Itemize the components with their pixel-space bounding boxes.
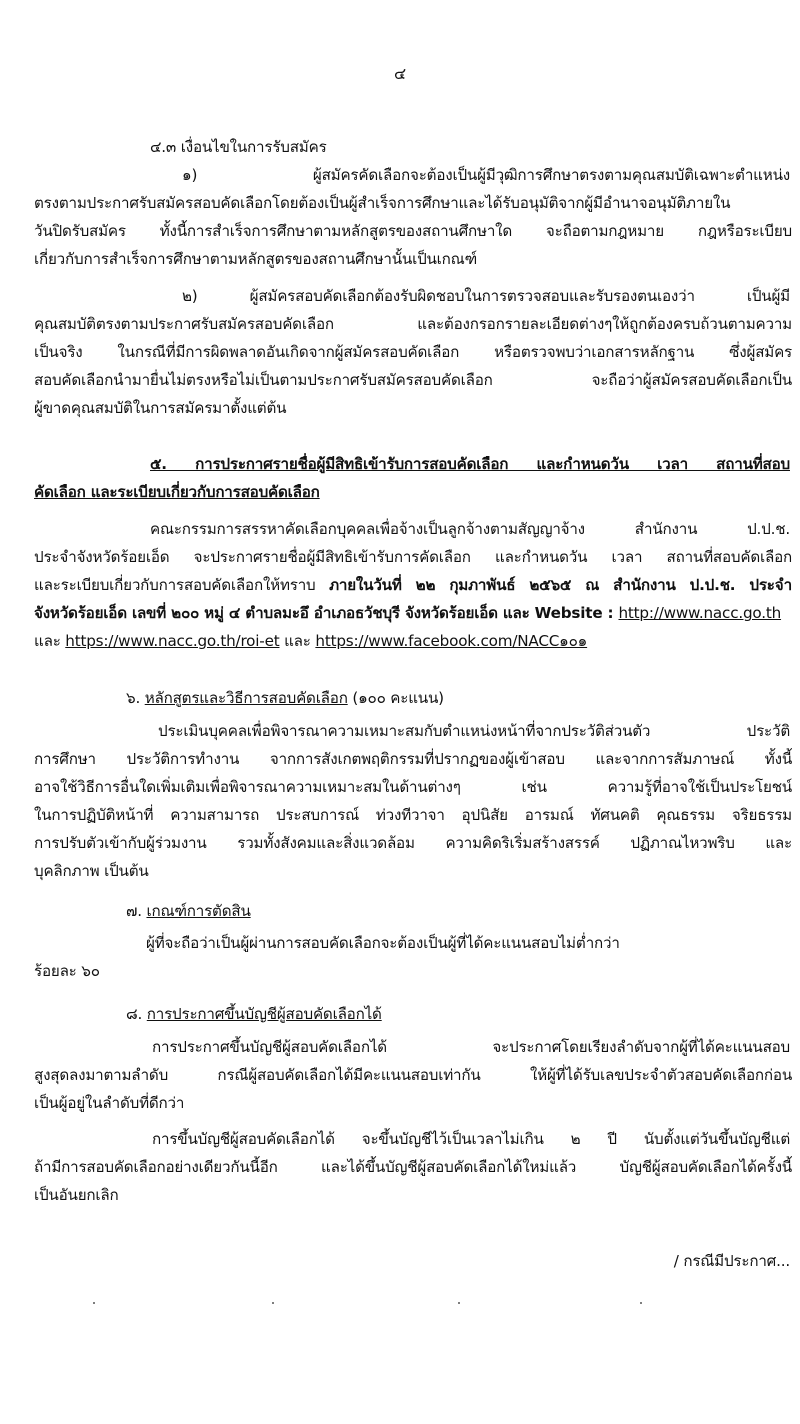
page-number: ๔ [393,64,407,83]
s5-line4-bold: จังหวัดร้อยเอ็ด เลขที่ ๒๐๐ หมู่ ๔ ตำบลมะอึ อำเภอธวัชบุรี จังหวัดร้อยเอ็ด และ Website : [34,604,619,622]
s8-p2-line: การขึ้นบัญชีผู้สอบคัดเลือกได้ จะขึ้นบัญชีไว้เป็นเวลาไม่เกิน ๒ ปี นับตั้งแต่วันขึ้นบัญชีแต่ [152,1130,790,1148]
s43-p1-line: วันปิดรับสมัคร ทั้งนี้การสำเร็จการศึกษาตามหลักสูตรของสถานศึกษาใด จะถือตามกฎหมาย กฎหรือระเบียบ [34,222,792,240]
s5-line [34,574,792,596]
s5-line [34,602,792,624]
and-text: และ [34,632,66,650]
section-5-heading-cont: คัดเลือก และระเบียบเกี่ยวกับการสอบคัดเลือก [34,483,320,501]
s6-line: ประเมินบุคคลเพื่อพิจารณาความเหมาะสมกับตำแหน่งหน้าที่จากประวัติส่วนตัว ประวัติ [158,722,790,740]
and-text: และ [279,632,316,650]
s8-p1-line: สูงสุดลงมาตามลำดับ กรณีผู้สอบคัดเลือกได้มีคะแนนสอบเท่ากัน ให้ผู้ที่ได้รับเลขประจำตัวสอบคัดเลือกก่อน [34,1066,792,1084]
s7-num: ๗. [126,902,147,920]
s6-line: การปรับตัวเข้ากับผู้ร่วมงาน รวมทั้งสังคมและสิ่งแวดล้อม ความคิดริเริ่มสร้างสรรค์ ปฏิภาณไหวพริบ และ [34,834,792,852]
nacc-roiet-link[interactable]: https://www.nacc.go.th/roi-et [65,632,280,650]
section-6-heading [126,687,726,709]
s5-line: คณะกรรมการสรรหาคัดเลือกบุคคลเพื่อจ้างเป็นลูกจ้างตามสัญญาจ้าง สำนักงาน ป.ป.ช. [150,520,790,538]
s8-p1-line: เป็นผู้อยู่ในลำดับที่ดีกว่า [34,1094,185,1112]
s43-p1-line: เกี่ยวกับการสำเร็จการศึกษาตามหลักสูตรของสถานศึกษานั้นเป็นเกณฑ์ [34,250,477,268]
s43-p2-line: คุณสมบัติตรงตามประกาศรับสมัครสอบคัดเลือก และต้องกรอกรายละเอียดต่างๆให้ถูกต้องครบถ้วนตามความ [34,315,792,333]
scan-mark [272,1302,274,1304]
facebook-link[interactable]: https://www.facebook.com/NACC๑๐๑ [315,632,588,650]
s6-num: ๖. [126,689,145,707]
s43-p2-line: เป็นจริง ในกรณีที่มีการผิดพลาดอันเกิดจากผู้สมัครสอบคัดเลือก หรือตรวจพบว่าเอกสารหลักฐาน ซึ่งผู้สมัคร [34,343,792,361]
s43-p2-line: สอบคัดเลือกนำมายื่นไม่ตรงหรือไม่เป็นตามประกาศรับสมัครสอบคัดเลือก จะถือว่าผู้สมัครสอบคัดเลือกเป็น [34,371,792,389]
s43-p2-line: ผู้ขาดคุณสมบัติในการสมัครมาตั้งแต่ต้น [34,399,287,417]
s7-line: ผู้ที่จะถือว่าเป็นผู้ผ่านการสอบคัดเลือกจะต้องเป็นผู้ที่ได้คะแนนสอบไม่ต่ำกว่า [146,934,620,952]
section-4-3-heading: ๔.๓ เงื่อนไขในการรับสมัคร [150,138,327,156]
scan-mark [458,1302,460,1304]
s6-line: ในการปฏิบัติหน้าที่ ความสามารถ ประสบการณ์ ท่วงทีวาจา อุปนิสัย อารมณ์ ทัศนคติ คุณธรรม จริยธรรม [34,806,792,824]
scan-mark [93,1302,95,1304]
scan-mark [640,1302,642,1304]
s6-score: (๑๐๐ คะแนน) [347,689,444,707]
s5-line: ประจำจังหวัดร้อยเอ็ด จะประกาศรายชื่อผู้มีสิทธิเข้ารับการคัดเลือก และกำหนดวัน เวลา สถานที่สอบคัดเลือก [34,548,792,566]
s43-p2-line: ๒) ผู้สมัครสอบคัดเลือกต้องรับผิดชอบในการตรวจสอบและรับรองตนเองว่า เป็นผู้มี [182,287,790,305]
s8-p2-line: ถ้ามีการสอบคัดเลือกอย่างเดียวกันนี้อีก และได้ขึ้นบัญชีผู้สอบคัดเลือกได้ใหม่แล้ว บัญชีผู้สอบคัดเลือกได้ครั้งนี้ [34,1158,792,1176]
s8-p2-line: เป็นอันยกเลิก [34,1186,119,1204]
nacc-website-link[interactable]: http://www.nacc.go.th [618,604,782,622]
s7-line: ร้อยละ ๖๐ [34,962,100,980]
s43-p1-line: ๑) ผู้สมัครคัดเลือกจะต้องเป็นผู้มีวุฒิการศึกษาตรงตามคุณสมบัติเฉพาะตำแหน่ง [182,166,790,184]
s6-title: หลักสูตรและวิธีการสอบคัดเลือก [144,689,348,707]
s43-p1-line: ตรงตามประกาศรับสมัครสอบคัดเลือกโดยต้องเป็นผู้สำเร็จการศึกษาและได้รับอนุมัติจากผู้มีอำนาจอนุมัติภายใน [34,194,731,212]
s5-line [34,630,792,652]
s6-line: บุคลิกภาพ เป็นต้น [34,862,149,880]
s7-title: เกณฑ์การตัดสิน [146,902,251,920]
s6-line: อาจใช้วิธีการอื่นใดเพิ่มเติมเพื่อพิจารณาความเหมาะสมในด้านต่างๆ เช่น ความรู้ที่อาจใช้เป็นประโยชน์ [34,778,792,796]
s8-title: การประกาศขึ้นบัญชีผู้สอบคัดเลือกได้ [146,1005,382,1023]
section-8-heading [126,1003,726,1025]
s5-line3-plain: และระเบียบเกี่ยวกับการสอบคัดเลือกให้ทราบ [34,576,330,594]
continuation-note: / กรณีมีประกาศ... [673,1252,790,1270]
s8-p1-line: การประกาศขึ้นบัญชีผู้สอบคัดเลือกได้ จะประกาศโดยเรียงลำดับจากผู้ที่ได้คะแนนสอบ [152,1038,790,1056]
section-7-heading [126,900,726,922]
s5-line3-bold: ภายในวันที่ ๒๒ กุมภาพันธ์ ๒๕๖๕ ณ สำนักงาน ป.ป.ช. ประจำ [329,576,792,594]
section-5-heading: ๕. การประกาศรายชื่อผู้มีสิทธิเข้ารับการสอบคัดเลือก และกำหนดวัน เวลา สถานที่สอบ [150,455,790,473]
s6-line: การศึกษา ประวัติการทำงาน จากการสังเกตพฤติกรรมที่ปรากฏของผู้เข้าสอบ และจากการสัมภาษณ์ ทั้งนี้ [34,750,792,768]
s8-num: ๘. [126,1005,147,1023]
